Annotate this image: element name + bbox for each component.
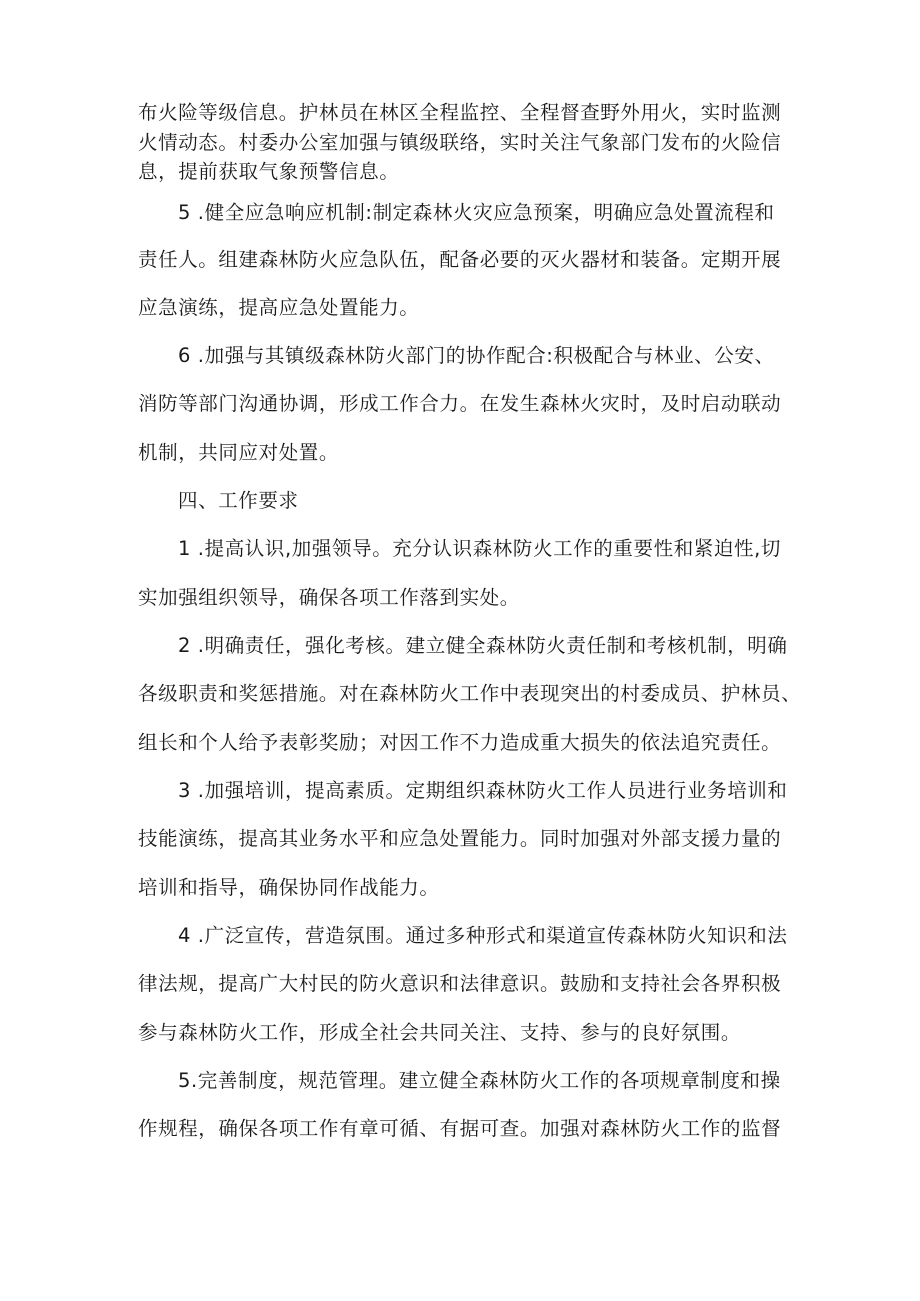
- text-line: 责任人。组建森林防火应急队伍，配备必要的灭火器材和装备。定期开展: [138, 248, 782, 271]
- text-line: 6 .加强与其镇级森林防火部门的协作配合:积极配合与林业、公安、: [178, 344, 775, 367]
- text-line: 1 .提高认识,加强领导。充分认识森林防火工作的重要性和紧迫性,切: [178, 537, 782, 560]
- text-line: 各级职责和奖惩措施。对在森林防火工作中表现突出的村委成员、护林员、: [138, 682, 802, 705]
- text-line: 机制，共同应对处置。: [138, 441, 340, 464]
- text-line: 4 .广泛宣传，营造氛围。通过多种形式和渠道宣传森林防火知识和法: [178, 924, 788, 947]
- text-line: 5 .健全应急响应机制:制定森林火灾应急预案，明确应急处置流程和: [178, 201, 775, 224]
- text-line: 组长和个人给予表彰奖励；对因工作不力造成重大损失的依法追究责任。: [138, 731, 782, 754]
- text-line: 实加强组织领导，确保各项工作落到实处。: [138, 586, 520, 609]
- text-line: 律法规，提高广大村民的防火意识和法律意识。鼓励和支持社会各界积极: [138, 972, 782, 995]
- section-heading: 四、工作要求: [178, 489, 299, 512]
- text-line: 火情动态。村委办公室加强与镇级联络，实时关注气象部门发布的火险信: [138, 131, 782, 154]
- text-line: 培训和指导，确保协同作战能力。: [138, 876, 440, 899]
- text-line: 作规程，确保各项工作有章可循、有据可查。加强对森林防火工作的监督: [138, 1117, 782, 1140]
- text-line: 参与森林防火工作，形成全社会共同关注、支持、参与的良好氛围。: [138, 1021, 742, 1044]
- text-line: 应急演练，提高应急处置能力。: [138, 296, 420, 319]
- text-line: 息，提前获取气象预警信息。: [138, 160, 400, 183]
- text-line: 3 .加强培训，提高素质。定期组织森林防火工作人员进行业务培训和: [178, 779, 788, 802]
- text-line: 消防等部门沟通协调，形成工作合力。在发生森林火灾时，及时启动联动: [138, 392, 782, 415]
- text-line: 布火险等级信息。护林员在林区全程监控、全程督查野外用火，实时监测: [138, 101, 782, 124]
- text-line: 2 .明确责任，强化考核。建立健全森林防火责任制和考核机制，明确: [178, 634, 788, 657]
- text-line: 5.完善制度，规范管理。建立健全森林防火工作的各项规章制度和操: [178, 1069, 781, 1092]
- text-line: 技能演练，提高其业务水平和应急处置能力。同时加强对外部支援力量的: [138, 827, 782, 850]
